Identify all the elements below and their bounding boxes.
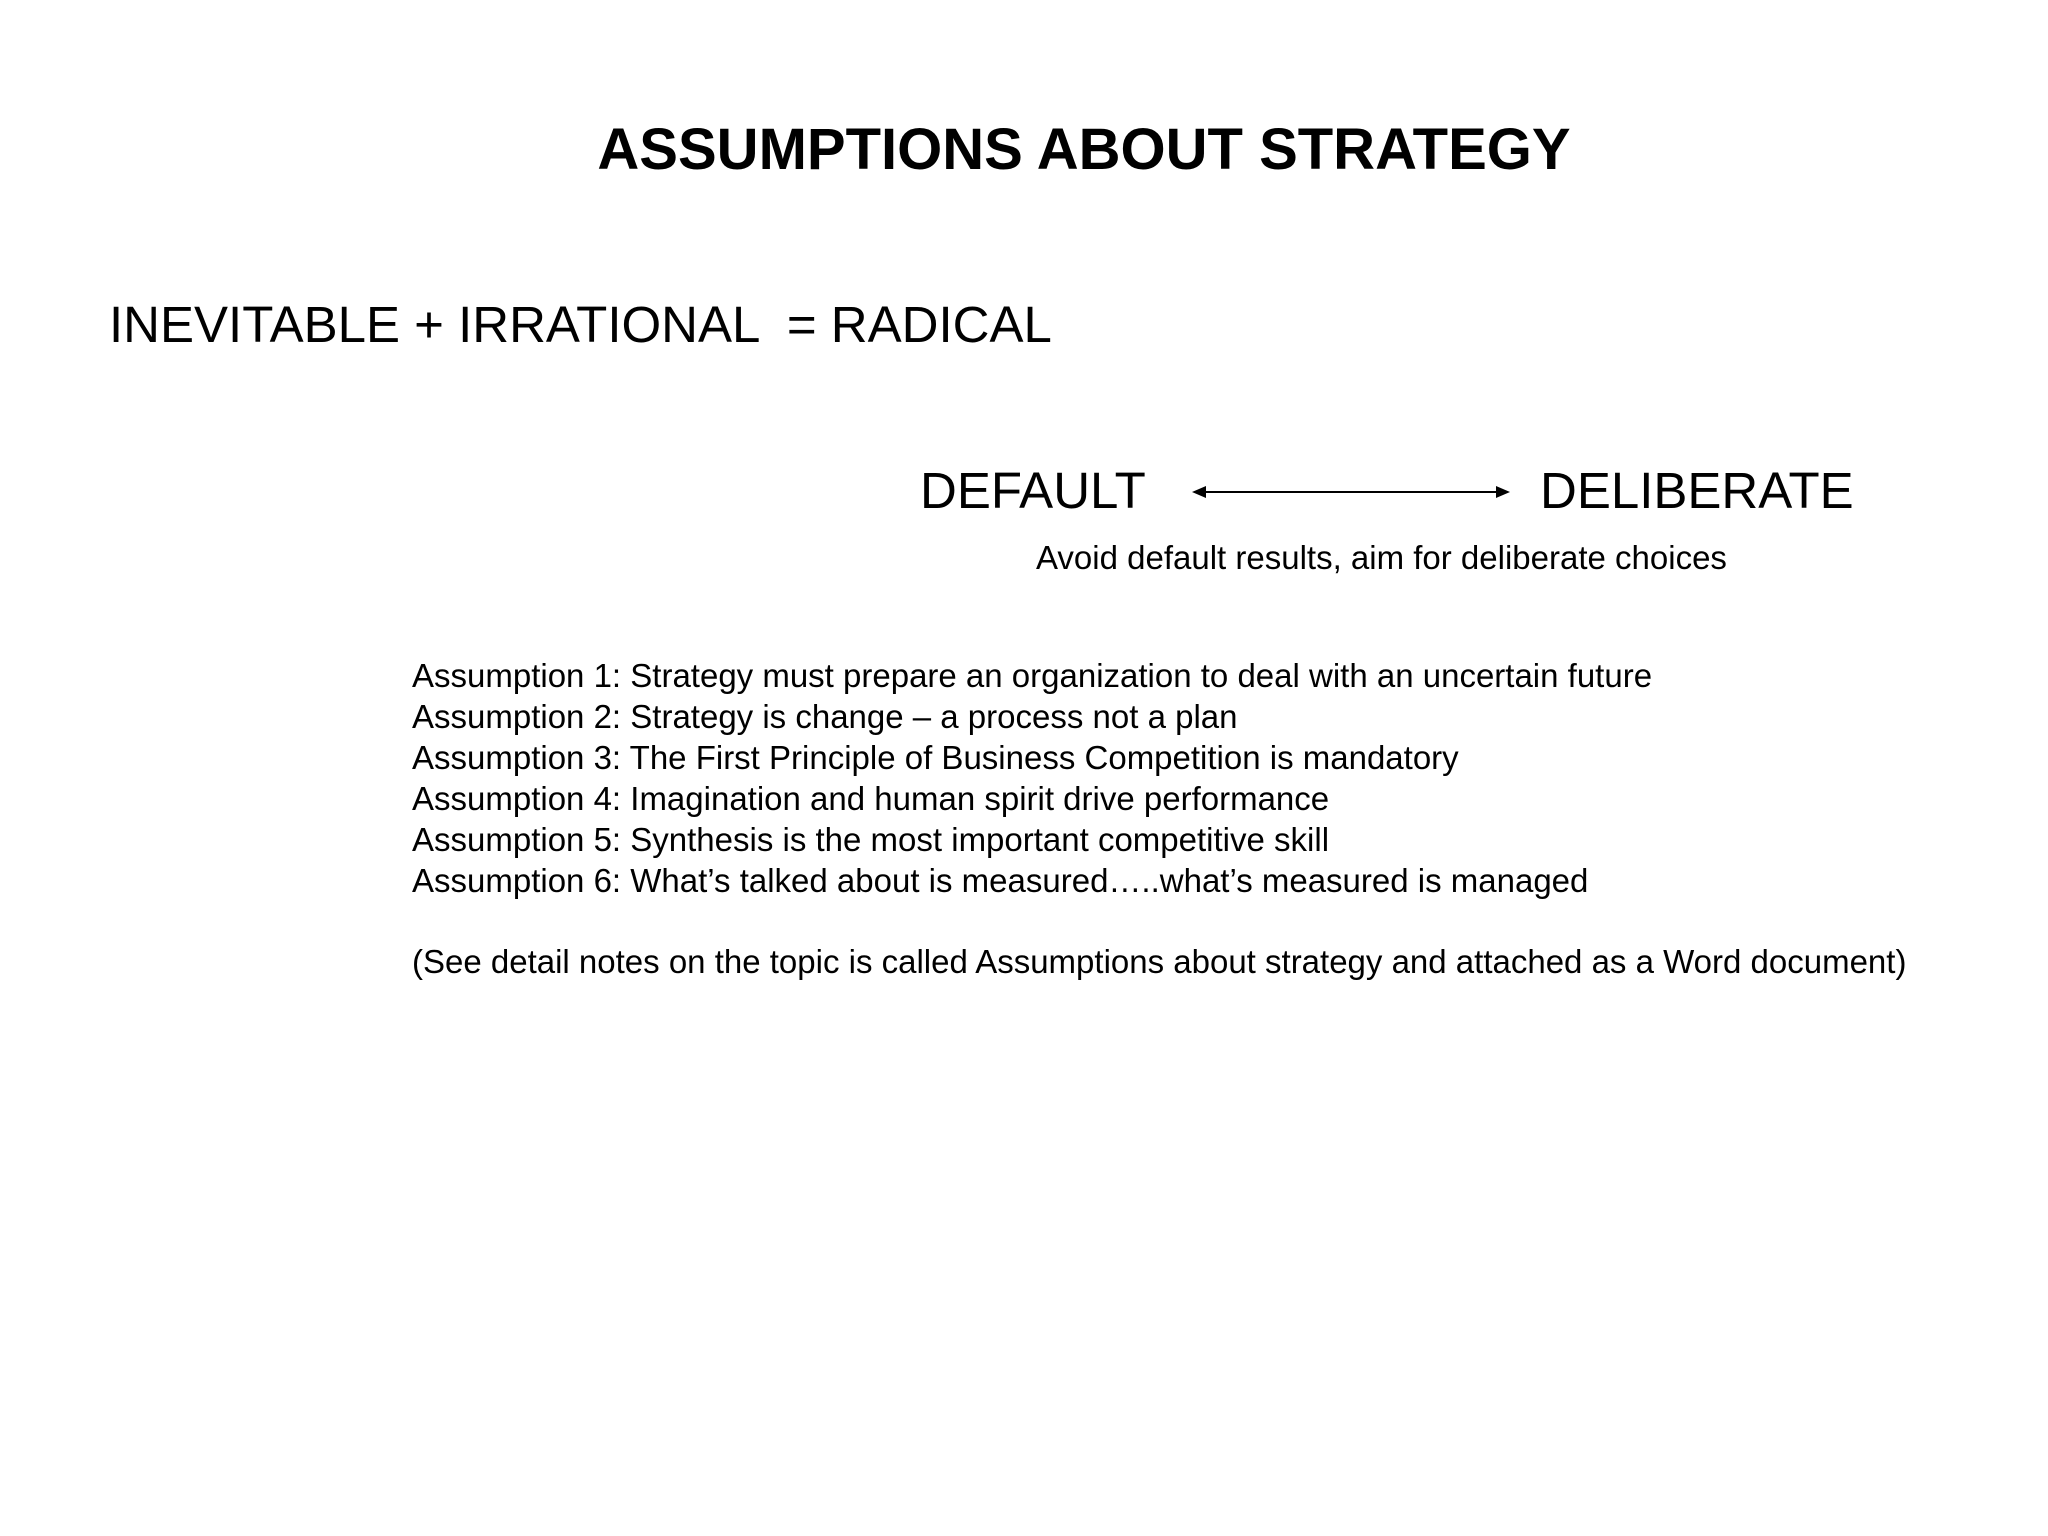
assumption-item: Assumption 5: Synthesis is the most important competitive skill (412, 821, 1330, 858)
assumption-item: Assumption 4: Imagination and human spirit drive performance (412, 780, 1330, 817)
spectrum-right-label: DELIBERATE (1540, 462, 1854, 519)
assumption-item: Assumption 2: Strategy is change – a process not a plan (412, 698, 1238, 735)
assumption-item: Assumption 3: The First Principle of Business Competition is mandatory (412, 739, 1459, 776)
spectrum-caption: Avoid default results, aim for deliberate choices (1036, 539, 1727, 576)
equation-text: INEVITABLE + IRRATIONAL = RADICAL (109, 296, 1052, 353)
spectrum-left-label: DEFAULT (920, 462, 1146, 519)
assumption-item: Assumption 1: Strategy must prepare an organization to deal with an uncertain future (412, 657, 1653, 694)
assumption-item: Assumption 6: What’s talked about is measured…..what’s measured is managed (412, 862, 1589, 899)
slide-title: ASSUMPTIONS ABOUT STRATEGY (597, 117, 1571, 182)
assumptions-list (412, 655, 1652, 901)
detail-note: (See detail notes on the topic is called Assumptions about strategy and attached as a Word document) (412, 943, 1907, 980)
double-headed-arrow-icon (1192, 481, 1510, 503)
